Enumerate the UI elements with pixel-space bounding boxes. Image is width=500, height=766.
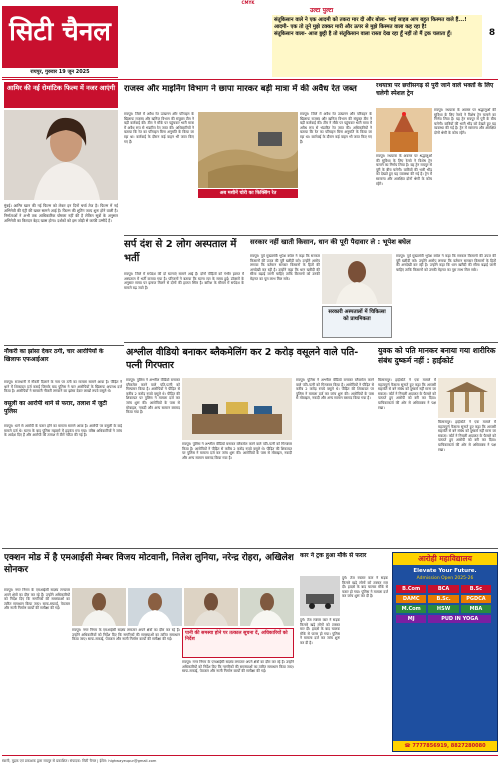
lower-rule [124, 342, 498, 343]
promise-headline: युवक को पति मानकर बनाया गया शारीरिक संबंध दुष्कर्म नहीं : हाईकोर्ट [378, 346, 496, 365]
ad-phone[interactable] [393, 741, 497, 751]
joke-kicker: उल्टा पुल्टा [310, 7, 334, 14]
ad-course: BCA [428, 585, 458, 593]
joke-line-2: आदमी- एक तो तूने मुझे टक्कर मारी और ऊपर से मुझे किस्मत वाला कह रहा है! [274, 24, 427, 30]
joke-line-1: संतूकिसान वाले ने एक आदमी को तकरा मार दी और बोला- भाई साहब आप बहुत किस्मत वाले हैं...! [274, 17, 467, 23]
ad-course: PUD IN YOGA [428, 615, 491, 623]
lower-left-story: रायपुर। थाने से आरोपी के फरार होने का मामला सामने आया है। आरोपी पर वसूली के कई मामले दर्ज थे। घटना के बाद पुलिस महकमे में हड़कंप मच गया। वरिष्ठ अधिकारियों ने जांच के आदेश दिए हैं और आरोपी की तलाश में टीमें गठित की गई हैं। [4, 424, 122, 438]
ad-course: PGDCA [461, 595, 491, 603]
promise-story: बिलासपुर। हाईकोर्ट ने एक मामले में महत्वपूर्ण फैसला सुनाते हुए कहा कि आपसी सहमति से बने संबंध को दुष्कर्म नहीं माना जा सकता। कोर्ट ने निचली अदालत के फैसले को पलटते हुए आरोपी को बरी कर दिया। याचिकाकर्ता की ओर से अधिवक्ता ने पक्ष रखा। [378, 378, 436, 410]
phone-icon: ☎ [404, 743, 413, 749]
hospital-box [322, 306, 392, 338]
cmyk-tag: CMYK [241, 0, 255, 5]
water-quote: पानी की समस्या होने पर तत्काल सूचना दें, अधिकारियों को निर्देश [185, 631, 288, 642]
court-photo [438, 378, 496, 418]
blackmail-photo [182, 378, 292, 440]
actress-photo [4, 110, 118, 200]
bottom-story-3: रायपुर। नगर निगम के एमआईसी सदस्य लगातार अपने क्षेत्रों का दौरा कर रहे हैं। उन्होंने अधिकारियों को निर्देश दिए कि नागरिकों की समस्याओं का त्वरित समाधान किया जाए। साफ-सफाई, पेयजल और नाली निर्माण कार्यों की समीक्षा की गई। [182, 660, 294, 674]
car-photo [300, 576, 340, 616]
bottom-headline: एक्शन मोड में है एमआईसी मेम्बर विजय मोटवानी, निलेश लुनिया, नरेन्द्र रोहरा, अखिलेश सोनकर [4, 553, 294, 575]
ad-course: MBA [461, 605, 491, 613]
page-number: 8 [488, 28, 496, 38]
ad-course: MJ [396, 615, 426, 623]
ad-sub: Admission Open 2025-26 [416, 576, 474, 581]
mic-member-photo [128, 588, 182, 626]
car-headline: कार ने ट्रक हुआ मौके से फरार [300, 552, 367, 559]
actress-headline: आमिर की नई रोमांटिक फिल्म में नजर आएंगी [6, 84, 116, 92]
mic-member-photo [240, 588, 294, 626]
actress-story: मुंबई। आमिर खान की नई फिल्म को लेकर इन दिनों चर्चा तेज है। फिल्म में नई अभिनेत्री की एंट्री की खबर सामने आई है। फिल्म की शूटिंग जल्द शुरू होने वाली है। निर्माताओं ने अभी तक आधिकारिक घोषणा नहीं की है लेकिन सूत्रों के अनुसार अभिनेत्री का किरदार बेहद खास होगा। दर्शकों को इस जोड़ी से काफी उम्मीदें हैं। [4, 203, 118, 223]
bottom-story: रायपुर। नगर निगम के एमआईसी सदस्य लगातार अपने क्षेत्रों का दौरा कर रहे हैं। उन्होंने अधिकारियों को निर्देश दिए कि नागरिकों की समस्याओं का त्वरित समाधान किया जाए। साफ-सफाई, पेयजल और नाली निर्माण कार्यों की समीक्षा की गई। [4, 588, 70, 611]
mic-member-photo [72, 588, 126, 626]
ad-course: B.Sc. [428, 595, 458, 603]
ad-tagline: Elevate Your Future. [413, 568, 477, 574]
joke-line-3: संतूकिसान वाला- आज छुट्टी है तो संतूकिसान वाला रास्ता देख रहा हूँ नहीं तो मैं ट्रक चलाता हूँ। [274, 31, 452, 37]
ad-courses [393, 585, 497, 623]
lower-left-headline: वसूली का आरोपी थाने से फरार, तलाश में जुटी पुलिस [4, 400, 107, 415]
top-story-headline: राजस्व और माइनिंग विभाग ने छापा मारकर बड़ी मात्रा में की अवैध रेत जब्त [124, 84, 357, 94]
ad-course: B.Com [396, 585, 426, 593]
masthead-title: सिटी चैनल [9, 17, 111, 47]
mic-member-photo [184, 588, 238, 626]
ad-course: B.Sc [461, 585, 491, 593]
snake-story: रायपुर। जिले में सर्पदंश की दो घटनाएं सामने आई हैं। दोनों पीड़ितों को गंभीर हालत में अस्पताल में भर्ती कराया गया है। परिजनों ने बताया कि घटना रात के समय हुई। डॉक्टरों के अनुसार समय पर इलाज मिलने से दोनों की हालत स्थिर है। बारिश के मौसम में सर्पदंश के मामले बढ़ जाते हैं। [124, 272, 244, 290]
farmer-headline: सरकार नहीं खाती किसान, धान की पूरी पैदावार ले : भूपेश बघेल [250, 238, 411, 246]
car-story-2: दुर्ग। तेज रफ्तार कार ने सड़क किनारे खड़े लोगों को टक्कर मार दी। हादसे के बाद चालक मौके से फरार हो गया। पुलिस ने मामला दर्ज कर जांच शुरू कर दी है। [300, 618, 340, 645]
farmer-story: रायपुर। पूर्व मुख्यमंत्री भूपेश बघेल ने कहा कि सरकार किसानों की उपज की पूरी खरीदी करे। उन्होंने आरोप लगाया कि वर्तमान सरकार किसानों के हितों की अनदेखी कर रही है। उन्होंने कहा कि धान खरीदी की सीमा बढ़ाई जानी चाहिए ताकि किसानों को उनकी मेहनत का पूरा लाभ मिल सके। [250, 254, 320, 281]
hospital-sub-headline: सरकारी अस्पतालों में चिकित्सा को प्राथमिकता [328, 309, 386, 322]
water-quote-box [182, 628, 294, 658]
blackmail-headline: अश्लील वीडियो बनाकर ब्लैकमेलिंग कर 2 करोड़ वसूलने वाले पति-पत्नी गिरफ्तार [126, 347, 359, 371]
dateline: रायपुर, गुरुवार 19 जून 2025 [2, 69, 118, 78]
fraud-story: रायपुर। राजधानी में नौकरी दिलाने के नाम पर ठगी का मामला सामने आया है। पीड़ित ने थाने में शिकायत दर्ज कराई जिसके बाद पुलिस ने चार आरोपियों के खिलाफ अपराध दर्ज किया है। आरोपियों ने सरकारी नौकरी लगवाने का झांसा देकर लाखों रुपये वसूले थे। [4, 380, 122, 394]
ad-course: HSW [428, 605, 458, 613]
college-ad[interactable] [392, 552, 498, 752]
car-story: दुर्ग। तेज रफ्तार कार ने सड़क किनारे खड़े लोगों को टक्कर मार दी। हादसे के बाद चालक मौके से फरार हो गया। पुलिस ने मामला दर्ज कर जांच शुरू कर दी है। [342, 576, 388, 599]
ad-course: M.Com [396, 605, 426, 613]
top-story-caption: अब मशीनें चोरी का फिक्सिंग रेत [198, 189, 298, 198]
mic-photos [72, 588, 294, 626]
header-rule [2, 79, 498, 80]
train-headline: रथयात्रा पर छत्तीसगढ़ से पुरी जाने वाले भक्तों के लिए चलेगी स्पेशल ट्रेन [376, 82, 494, 97]
baghel-photo [322, 254, 392, 304]
train-story: रायपुर। रथयात्रा के अवसर पर श्रद्धालुओं की सुविधा के लिए रेलवे ने विशेष ट्रेन चलाने का निर्णय लिया है। यह ट्रेन रायपुर से पुरी के बीच चलेगी। यात्रियों की भारी भीड़ को देखते हुए यह व्यवस्था की गई है। ट्रेन में सामान्य और आरक्षित दोनों श्रेणी के कोच रहेंगे। [434, 108, 496, 135]
train-story-2: रायपुर। रथयात्रा के अवसर पर श्रद्धालुओं की सुविधा के लिए रेलवे ने विशेष ट्रेन चलाने का निर्णय लिया है। यह ट्रेन रायपुर से पुरी के बीच चलेगी। यात्रियों की भारी भीड़ को देखते हुए यह व्यवस्था की गई है। ट्रेन में सामान्य और आरक्षित दोनों श्रेणी के कोच रहेंगे। [376, 154, 432, 186]
top-story-text: रायपुर। जिले में अवैध रेत उत्खनन और परिवहन के खिलाफ राजस्व और खनिज विभाग की संयुक्त टीम ने बड़ी कार्रवाई की। टीम ने मौके पर पहुंचकर भारी मात्रा में अवैध रूप से भंडारित रेत जब्त की। अधिकारियों ने बताया कि रेत का परिवहन बिना अनुमति के किया जा रहा था। कार्रवाई के दौरान कई वाहन भी जब्त किए गए हैं। [124, 112, 194, 144]
ad-title: आरोही महाविद्यालय [393, 553, 497, 565]
footer-imprint: स्वामी, मुद्रक एवं प्रकाशक द्वारा रायपुर से प्रकाशित। संपादक: सिटी चैनल | ईमेल: highwayeupur@gmail.com [2, 755, 498, 766]
top-story-photo [198, 112, 298, 188]
bottom-story-2: रायपुर। नगर निगम के एमआईसी सदस्य लगातार अपने क्षेत्रों का दौरा कर रहे हैं। उन्होंने अधिकारियों को निर्देश दिए कि नागरिकों की समस्याओं का त्वरित समाधान किया जाए। साफ-सफाई, पेयजल और नाली निर्माण कार्यों की समीक्षा की गई। [72, 628, 180, 642]
masthead [2, 6, 118, 68]
mid-rule [124, 235, 498, 236]
ad-course: DAMC [396, 595, 426, 603]
snake-headline: सर्प दंश से 2 लोग अस्पताल में भर्ती [124, 239, 237, 264]
promise-story-2: बिलासपुर। हाईकोर्ट ने एक मामले में महत्वपूर्ण फैसला सुनाते हुए कहा कि आपसी सहमति से बने संबंध को दुष्कर्म नहीं माना जा सकता। कोर्ट ने निचली अदालत के फैसले को पलटते हुए आरोपी को बरी कर दिया। याचिकाकर्ता की ओर से अधिवक्ता ने पक्ष रखा। [438, 420, 496, 452]
blackmail-story-3: रायपुर। पुलिस ने अश्लील वीडियो बनाकर ब्लैकमेल करने वाले पति-पत्नी को गिरफ्तार किया है। आरोपियों ने पीड़ित से करीब 2 करोड़ रुपये वसूले थे। पीड़ित की शिकायत पर पुलिस ने मामला दर्ज कर जांच शुरू की। आरोपियों के पास से मोबाइल, नकदी और अन्य सामान बरामद किया गया है। [296, 378, 374, 401]
joke-box [272, 15, 482, 77]
temple-photo [376, 108, 432, 152]
blackmail-story-2: रायपुर। पुलिस ने अश्लील वीडियो बनाकर ब्लैकमेल करने वाले पति-पत्नी को गिरफ्तार किया है। आरोपियों ने पीड़ित से करीब 2 करोड़ रुपये वसूले थे। पीड़ित की शिकायत पर पुलिस ने मामला दर्ज कर जांच शुरू की। आरोपियों के पास से मोबाइल, नकदी और अन्य सामान बरामद किया गया है। [182, 442, 292, 460]
fraud-headline: नौकरी का झांसा देकर ठगी, चार आरोपियों के खिलाफ एफआईआर [4, 348, 104, 363]
ad-phone-number: 7777856919, 8827280080 [412, 743, 486, 749]
bottom-rule [2, 548, 498, 549]
blackmail-story: रायपुर। पुलिस ने अश्लील वीडियो बनाकर ब्लैकमेल करने वाले पति-पत्नी को गिरफ्तार किया है। आरोपियों ने पीड़ित से करीब 2 करोड़ रुपये वसूले थे। पीड़ित की शिकायत पर पुलिस ने मामला दर्ज कर जांच शुरू की। आरोपियों के पास से मोबाइल, नकदी और अन्य सामान बरामद किया गया है। [126, 378, 180, 415]
actress-headline-box [4, 82, 118, 108]
farmer-story-2: रायपुर। पूर्व मुख्यमंत्री भूपेश बघेल ने कहा कि सरकार किसानों की उपज की पूरी खरीदी करे। उन्होंने आरोप लगाया कि वर्तमान सरकार किसानों के हितों की अनदेखी कर रही है। उन्होंने कहा कि धान खरीदी की सीमा बढ़ाई जानी चाहिए ताकि किसानों को उनकी मेहनत का पूरा लाभ मिल सके। [396, 254, 496, 272]
left-rule [4, 345, 124, 346]
top-story-text-2: रायपुर। जिले में अवैध रेत उत्खनन और परिवहन के खिलाफ राजस्व और खनिज विभाग की संयुक्त टीम ने बड़ी कार्रवाई की। टीम ने मौके पर पहुंचकर भारी मात्रा में अवैध रूप से भंडारित रेत जब्त की। अधिकारियों ने बताया कि रेत का परिवहन बिना अनुमति के किया जा रहा था। कार्रवाई के दौरान कई वाहन भी जब्त किए गए हैं। [300, 112, 372, 144]
